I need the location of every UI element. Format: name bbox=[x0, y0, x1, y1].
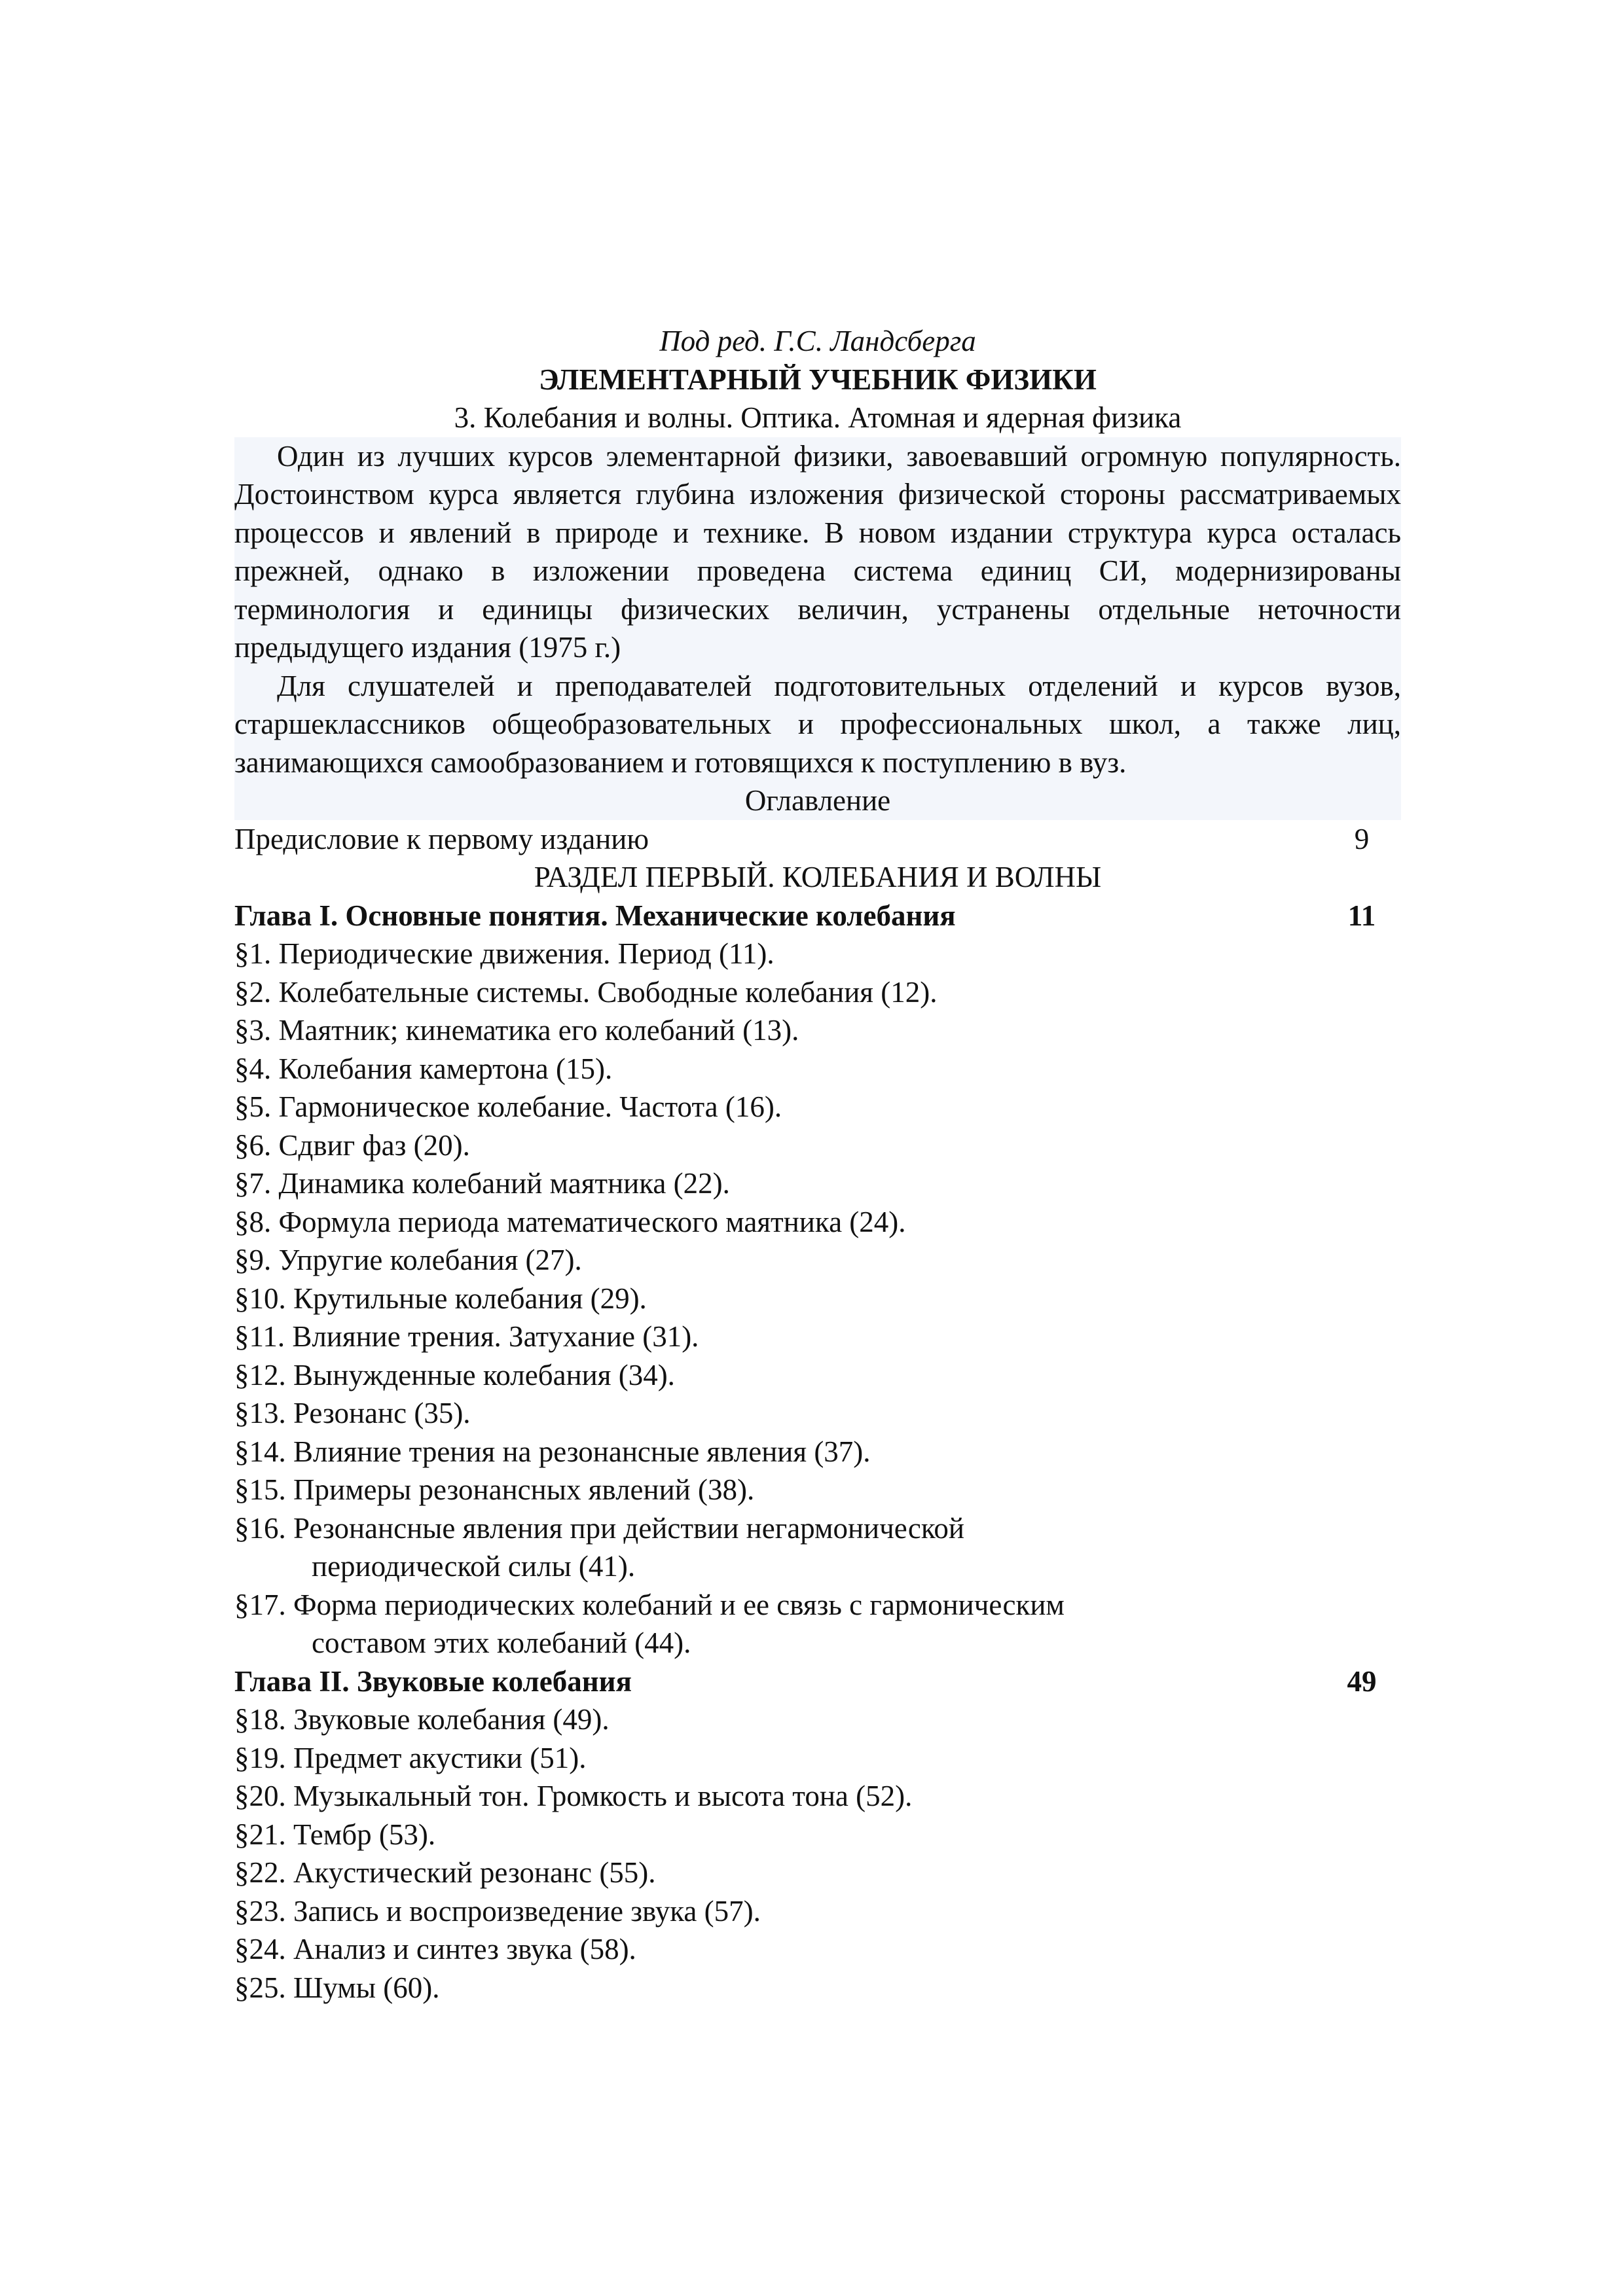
toc-section: §15. Примеры резонансных явлений (38). bbox=[234, 1473, 755, 1506]
toc-section: §23. Запись и воспроизведение звука (57). bbox=[234, 1894, 761, 1928]
chapter-2-sections bbox=[234, 1700, 1401, 2007]
toc-section: §2. Колебательные системы. Свободные колебания (12). bbox=[234, 975, 938, 1009]
book-subtitle: 3. Колебания и волны. Оптика. Атомная и ядерная физика bbox=[454, 401, 1182, 434]
toc-section: §20. Музыкальный тон. Громкость и высота тона (52). bbox=[234, 1780, 913, 1812]
toc-section: §4. Колебания камертона (15). bbox=[234, 1052, 613, 1085]
toc-section: §12. Вынужденные колебания (34). bbox=[234, 1358, 675, 1391]
toc-section: §18. Звуковые колебания (49). bbox=[234, 1703, 610, 1736]
toc-section: §8. Формула периода математического маятника (24). bbox=[234, 1205, 906, 1238]
toc-section: §13. Резонанс (35). bbox=[234, 1397, 471, 1429]
toc-chapter-1 bbox=[234, 897, 1401, 935]
toc-section: §10. Крутильные колебания (29). bbox=[234, 1282, 647, 1315]
editor-line: Под ред. Г.С. Ландсберга bbox=[659, 325, 976, 357]
chapter-1-sections bbox=[234, 935, 1401, 1662]
toc-section-continuation: составом этих колебаний (44). bbox=[312, 1626, 691, 1659]
chapter-label: Глава I. Основные понятия. Механические колебания bbox=[234, 899, 956, 932]
chapter-page: 49 bbox=[1347, 1664, 1377, 1698]
toc-section: §3. Маятник; кинематика его колебаний (13). bbox=[234, 1014, 799, 1047]
toc-section-16 bbox=[234, 1509, 1401, 1586]
toc-chapter-2 bbox=[234, 1662, 1401, 1701]
toc-section: §5. Гармоническое колебание. Частота (16). bbox=[234, 1090, 782, 1123]
toc-heading: Оглавление bbox=[234, 781, 1401, 820]
toc-section: §21. Тембр (53). bbox=[234, 1818, 436, 1851]
chapter-page: 11 bbox=[1347, 899, 1376, 932]
toc-section: §19. Предмет акустики (51). bbox=[234, 1741, 587, 1774]
toc-section: §22. Акустический резонанс (55). bbox=[234, 1856, 656, 1889]
toc-section: §25. Шумы (60). bbox=[234, 1971, 440, 2004]
part-title: РАЗДЕЛ ПЕРВЫЙ. КОЛЕБАНИЯ И ВОЛНЫ bbox=[534, 861, 1102, 893]
description-paragraph-1: Один из лучших курсов элементарной физики, завоевавший огромную популярность. Достоинством курса является глубина изложения физической стороны рассматриваемых процессов и явлений в природе и технике. В новом издании структура курса осталась прежней, однако в изложении проведена система единиц СИ, модернизированы терминология и единицы физических величин, устранены отдельные неточности предыдущего издания (1975 г.) bbox=[234, 437, 1401, 667]
toc-section-continuation: периодической силы (41). bbox=[312, 1550, 636, 1583]
toc-section: §11. Влияние трения. Затухание (31). bbox=[234, 1320, 699, 1353]
book-title: ЭЛЕМЕНТАРНЫЙ УЧЕБНИК ФИЗИКИ bbox=[539, 363, 1097, 396]
toc-section: §14. Влияние трения на резонансные явления (37). bbox=[234, 1435, 871, 1468]
toc-section-line: §17. Форма периодических колебаний и ее связь с гармоническим bbox=[234, 1588, 1065, 1621]
toc-section-17 bbox=[234, 1586, 1401, 1662]
toc-section: §9. Упругие колебания (27). bbox=[234, 1244, 582, 1276]
toc-section: §7. Динамика колебаний маятника (22). bbox=[234, 1167, 730, 1200]
toc-section-line: §16. Резонансные явления при действии негармонической bbox=[234, 1511, 964, 1545]
toc-section: §1. Периодические движения. Период (11). bbox=[234, 937, 775, 970]
page-content bbox=[234, 322, 1401, 2007]
toc-entry-preface bbox=[234, 820, 1401, 859]
toc-section: §6. Сдвиг фаз (20). bbox=[234, 1128, 470, 1162]
chapter-label: Глава II. Звуковые колебания bbox=[234, 1664, 632, 1698]
toc-entry-page: 9 bbox=[1354, 822, 1370, 855]
toc-entry-label: Предисловие к первому изданию bbox=[234, 822, 649, 855]
description-paragraph-2: Для слушателей и преподавателей подготовительных отделений и курсов вузов, старшеклассников общеобразовательных и профессиональных школ, а также лиц, занимающихся самообразованием и готовящихся к поступлению в вуз. bbox=[234, 667, 1401, 782]
toc-section: §24. Анализ и синтез звука (58). bbox=[234, 1933, 636, 1965]
